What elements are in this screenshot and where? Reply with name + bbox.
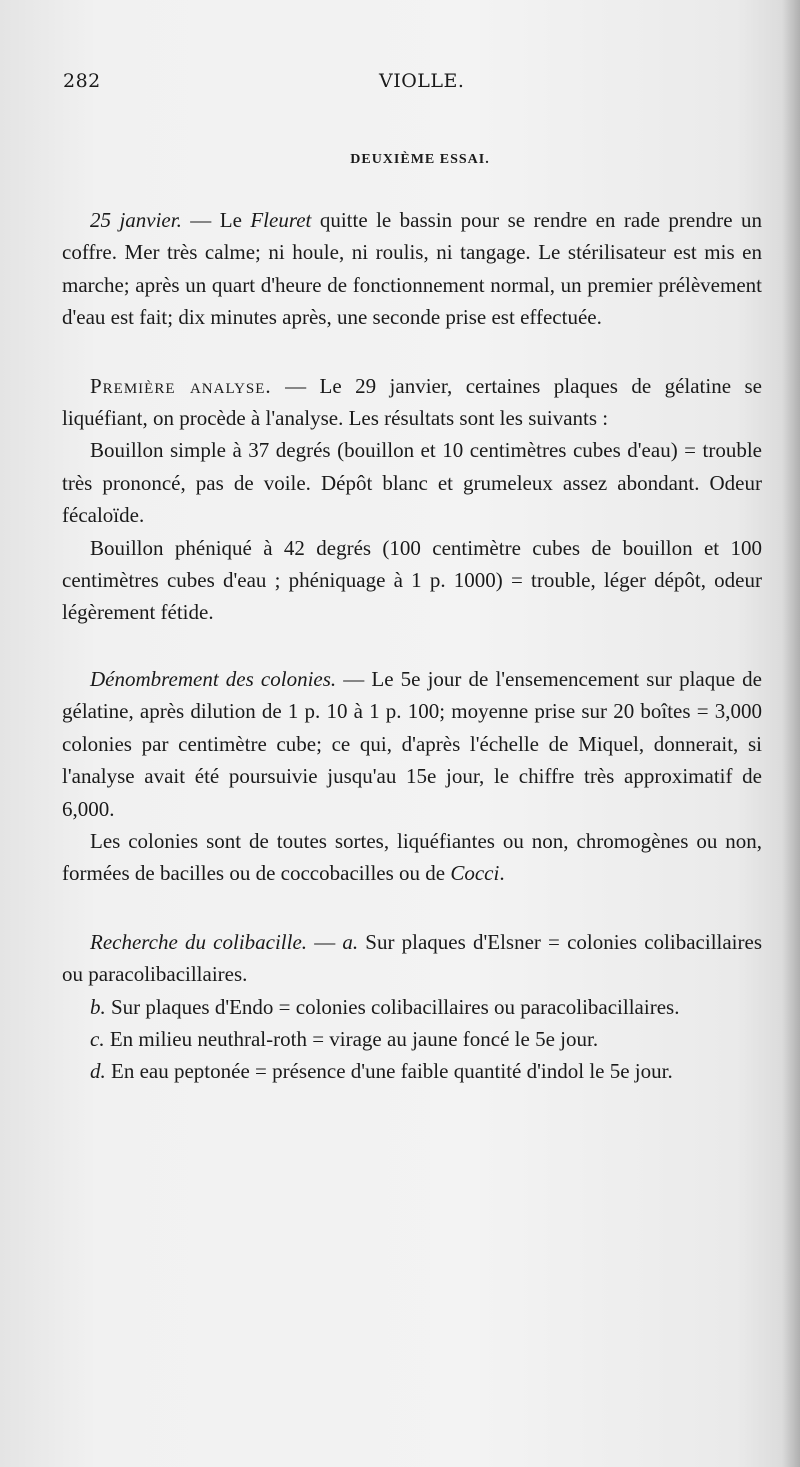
paragraph-colibacille-c xyxy=(62,1023,762,1055)
date-lead: 25 janvier. xyxy=(90,208,182,232)
paragraph-body: — Le 5e jour de l'ensemencement sur plaque de gélatine, après dilution de 1 p. 10 à 1 p. 100; moyenne prise sur 20 boîtes = 3,000 colonies par centimètre cube; ce qui, d'après l'échelle de Miquel, donnerait, si l'analyse avait été poursuivie jusqu'au 15e jour, le chiffre très approximatif de 6,000. xyxy=(62,666,762,821)
section-lead: Recherche du colibacille. xyxy=(90,929,308,954)
paragraph-colonies xyxy=(62,825,762,890)
paragraph-bouillon-simple xyxy=(62,434,762,531)
section-lead: Première analyse. xyxy=(90,373,272,398)
paragraph-body: Bouillon simple à 37 degrés (bouillon et 10 centimètres cubes d'eau) = trouble très prononcé, pas de voile. Dépôt blanc et grumeleux assez abondant. Odeur fécaloïde. xyxy=(62,438,762,528)
page-number: 282 xyxy=(63,70,101,92)
paragraph-colibacille-b xyxy=(62,991,762,1023)
paragraph-fleuret xyxy=(62,204,762,334)
dash-text: — xyxy=(307,929,343,954)
item-letter: d. xyxy=(90,1059,106,1084)
paragraph-body: Sur plaques d'Endo = colonies colibacillaires ou paracolibacillaires. xyxy=(105,994,680,1019)
paragraph-premiere-analyse xyxy=(62,370,762,435)
paragraph-colibacille-a xyxy=(62,926,762,991)
running-head xyxy=(63,70,760,100)
dash-text: — Le xyxy=(181,208,251,232)
item-letter: b. xyxy=(90,994,106,1019)
paragraph-denombrement xyxy=(62,663,762,825)
text-block xyxy=(62,150,762,1088)
paragraph-colibacille-d xyxy=(62,1055,762,1087)
paragraph-body: Sur plaques d'Elsner = colonies colibacillaires ou paracolibacillaires. xyxy=(62,929,762,987)
page-edge-shadow xyxy=(782,0,800,1467)
paragraph-body: En eau peptonée = présence d'une faible quantité d'indol le 5e jour. xyxy=(105,1059,673,1084)
paragraph-body: quitte le bassin pour se rendre en rade prendre un coffre. Mer très calme; ni houle, ni roulis, ni tangage. Le stérilisateur est mis en marche; après un quart d'heure de fonctionnement normal, un premier prélèvement d'eau est fait; dix minutes après, une seconde prise est effectuée. xyxy=(62,208,762,330)
section-title: DEUXIÈME ESSAI. xyxy=(350,152,490,167)
paragraph-body: En milieu neuthral-roth = virage au jaune foncé le 5e jour. xyxy=(104,1026,599,1051)
paragraph-body: — Le 29 janvier, certaines plaques de gélatine se liquéfiant, on procède à l'analyse. Les résultats sont les suivants : xyxy=(62,373,762,431)
item-letter: c. xyxy=(90,1026,105,1051)
ship-name: Fleuret xyxy=(250,208,312,232)
paragraph-body: Bouillon phéniqué à 42 degrés (100 centimètre cubes de bouillon et 100 centimètres cubes d'eau ; phéniquage à 1 p. 1000) = trouble, léger dépôt, odeur légèrement fétide. xyxy=(62,535,762,625)
cocci-term: Cocci xyxy=(450,861,500,886)
paragraph-body: Les colonies sont de toutes sortes, liquéfiantes ou non, chromogènes ou non, formées de bacilles ou de coccobacilles ou de xyxy=(62,828,762,886)
paragraph-bouillon-phenique xyxy=(62,532,762,629)
paragraph-end: . xyxy=(499,861,505,886)
item-letter: a. xyxy=(342,929,359,954)
running-title: VIOLLE. xyxy=(379,70,465,92)
section-lead: Dénombrement des colonies. xyxy=(90,666,337,691)
